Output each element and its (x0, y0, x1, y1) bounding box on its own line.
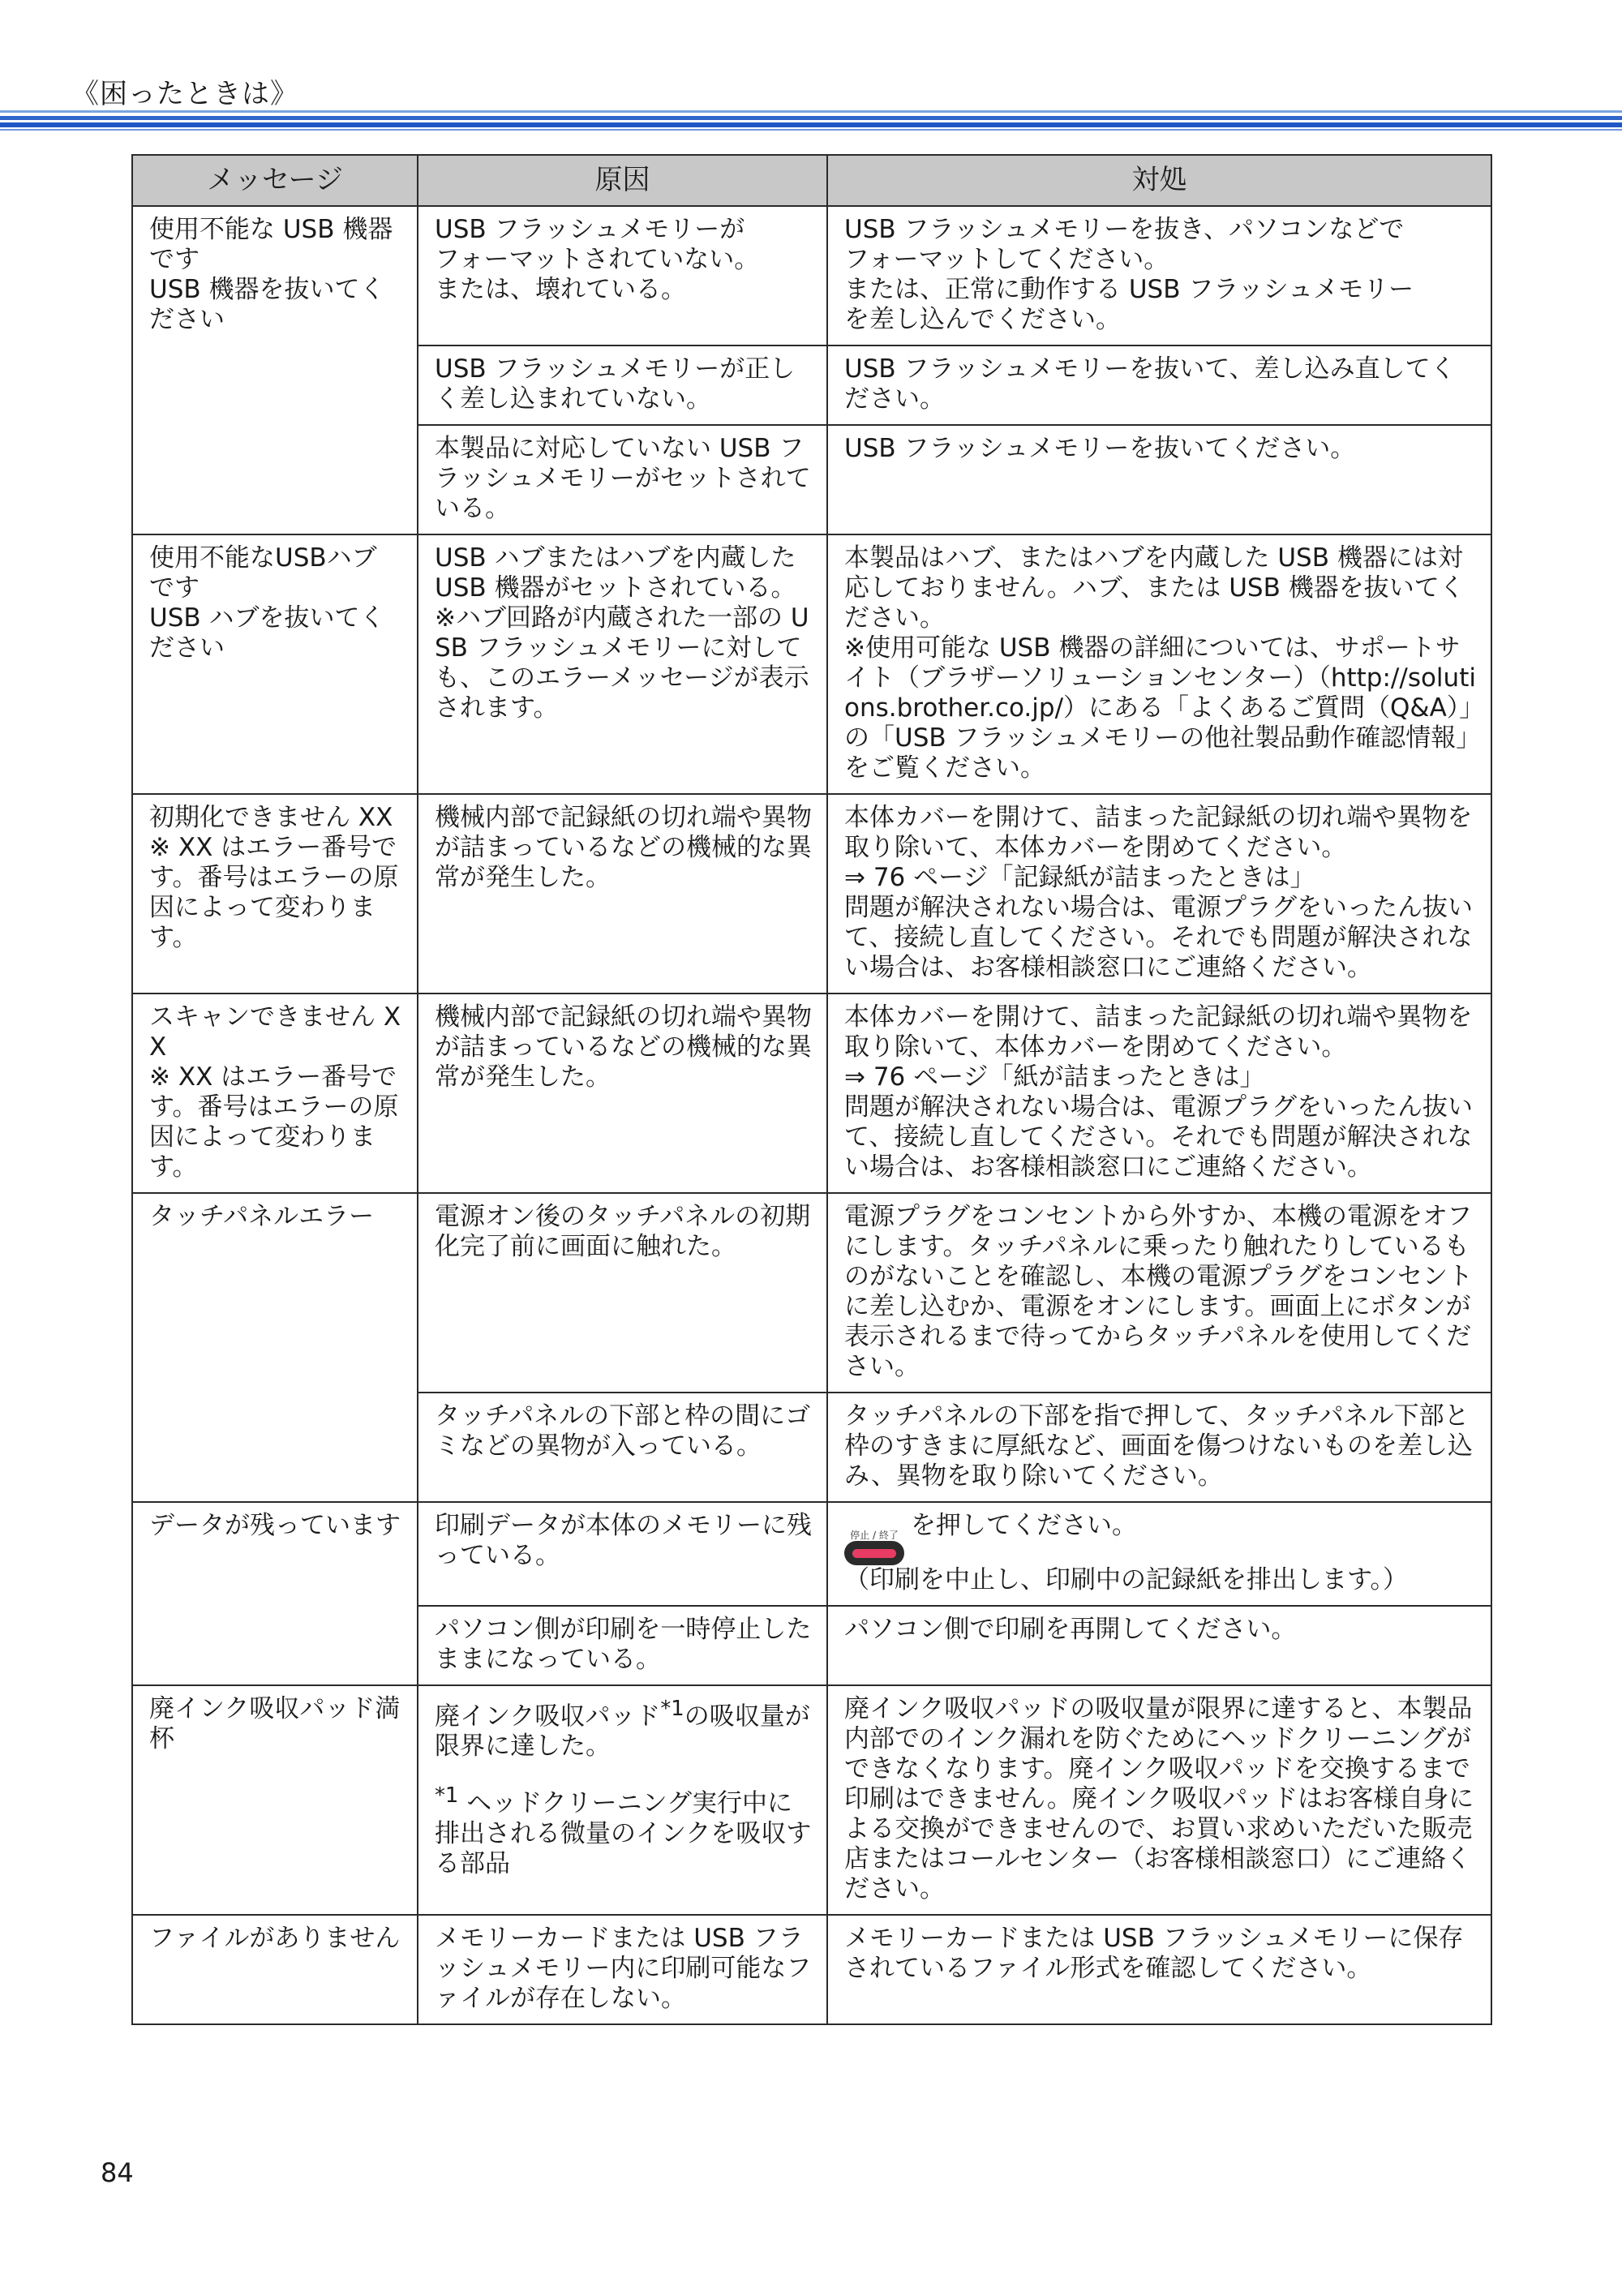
table-row (132, 206, 1491, 345)
stop-exit-key-label: 停止 / 終了 (850, 1530, 899, 1541)
solution-cell: 本製品はハブ、またはハブを内蔵した USB 機器には対応しておりません。ハブ、または USB 機器を抜いてください。 ※使用可能な USB 機器の詳細については、サポートサイト（ブラザーソリューションセンター）（http://solutions.brother.co.jp/）にある「よくあるご質問（Q&A）」の「USB フラッシュメモリーの他社製品動作確認情報」をご覧ください。 (827, 534, 1491, 794)
header-cause: 原因 (418, 155, 827, 206)
solution-cell: パソコン側で印刷を再開してください。 (827, 1606, 1491, 1685)
cause-cell: 機械内部で記録紙の切れ端や異物が詰まっているなどの機械的な異常が発生した。 (418, 994, 827, 1193)
page-number: 84 (101, 2157, 134, 2188)
message-cell: ファイルがありません (132, 1915, 418, 2024)
solution-text: を押してください。 (911, 1511, 1137, 1540)
error-message-table (131, 154, 1492, 2025)
cause-cell: 機械内部で記録紙の切れ端や異物が詰まっているなどの機械的な異常が発生した。 (418, 794, 827, 994)
table-row (132, 1502, 1491, 1606)
solution-cell: USB フラッシュメモリーを抜いてください。 (827, 425, 1491, 534)
solution-cell: 電源プラグをコンセントから外すか、本機の電源をオフにします。タッチパネルに乗ったり触れたりしているものがないことを確認し、本機の電源プラグをコンセントに差し込むか、電源をオンにします。画面上にボタンが表示されるまで待ってからタッチパネルを使用してください。 (827, 1193, 1491, 1393)
message-cell: タッチパネルエラー (132, 1193, 418, 1502)
header-rule-line (0, 129, 1622, 131)
header-rule-line (0, 122, 1622, 127)
cause-cell: USB フラッシュメモリーが正しく差し込まれていない。 (418, 345, 827, 425)
solution-cell: メモリーカードまたは USB フラッシュメモリーに保存されているファイル形式を確認してください。 (827, 1915, 1491, 2024)
solution-cell (827, 1502, 1491, 1606)
solution-cell: タッチパネルの下部を指で押して、タッチパネル下部と枠のすきまに厚紙など、画面を傷つけないものを差し込み、異物を取り除いてください。 (827, 1393, 1491, 1502)
message-cell: 使用不能な USB 機器です USB 機器を抜いてください (132, 206, 418, 534)
message-cell: スキャンできません XX ※ XX はエラー番号です。番号はエラーの原因によって変わります。 (132, 994, 418, 1193)
message-cell: 初期化できません XX ※ XX はエラー番号です。番号はエラーの原因によって変わります。 (132, 794, 418, 994)
cause-cell: USB フラッシュメモリーが フォーマットされていない。 または、壊れている。 (418, 206, 827, 345)
solution-cell: USB フラッシュメモリーを抜き、パソコンなどで フォーマットしてください。 または、正常に動作する USB フラッシュメモリー を差し込んでください。 (827, 206, 1491, 345)
header-message: メッセージ (132, 155, 418, 206)
cause-text-tail: の吸収量が限界に達した。 (435, 1702, 810, 1762)
header-rule-line (0, 110, 1622, 113)
table-row (132, 1193, 1491, 1393)
cause-cell: タッチパネルの下部と枠の間にゴミなどの異物が入っている。 (418, 1393, 827, 1502)
message-cell: データが残っています (132, 1502, 418, 1685)
section-title: 《困ったときは》 (71, 78, 298, 110)
cause-cell: USB ハブまたはハブを内蔵した USB 機器がセットされている。 ※ハブ回路が内蔵された一部の USB フラッシュメモリーに対しても、このエラーメッセージが表示されます。 (418, 534, 827, 794)
table-row (132, 534, 1491, 794)
table-row (132, 1685, 1491, 1915)
footnote-ref: *1 (660, 1697, 684, 1721)
stop-exit-key-icon (844, 1530, 904, 1565)
cause-cell: パソコン側が印刷を一時停止したままになっている。 (418, 1606, 827, 1685)
cause-text: 廃インク吸収パッド (435, 1702, 661, 1732)
table-row (132, 1915, 1491, 2024)
solution-note: （印刷を中止し、印刷中の記録紙を排出します。） (844, 1565, 1409, 1594)
header-rule-line (0, 116, 1622, 120)
solution-cell: 本体カバーを開けて、詰まった記録紙の切れ端や異物を取り除いて、本体カバーを閉めてください。 ⇒ 76 ページ「紙が詰まったときは」 問題が解決されない場合は、電源プラグをいったん抜いて、接続し直してください。それでも問題が解決されない場合は、お客様相談窓口にご連絡ください。 (827, 994, 1491, 1193)
cause-cell: 本製品に対応していない USB フラッシュメモリーがセットされている。 (418, 425, 827, 534)
footnote-mark: *1 (435, 1783, 459, 1809)
cause-cell: 印刷データが本体のメモリーに残っている。 (418, 1502, 827, 1606)
solution-cell: USB フラッシュメモリーを抜いて、差し込み直してください。 (827, 345, 1491, 425)
stop-key-button-graphic (844, 1541, 904, 1565)
solution-cell: 廃インク吸収パッドの吸収量が限界に達すると、本製品内部でのインク漏れを防ぐためにヘッドクリーニングができなくなります。廃インク吸収パッドを交換するまで印刷はできません。廃インク吸収パッドはお客様自身による交換ができませんので、お買い求めいただいた販売店またはコールセンター（お客様相談窓口）にご連絡ください。 (827, 1685, 1491, 1915)
message-cell: 使用不能なUSBハブです USB ハブを抜いてください (132, 534, 418, 794)
message-cell: 廃インク吸収パッド満杯 (132, 1685, 418, 1915)
cause-cell (418, 1685, 827, 1915)
footnote-text: ヘッドクリーニング実行中に排出される微量のインクを吸収する部品 (435, 1788, 812, 1878)
table-row (132, 994, 1491, 1193)
table-header-row (132, 155, 1491, 206)
header-solution: 対処 (827, 155, 1491, 206)
solution-cell: 本体カバーを開けて、詰まった記録紙の切れ端や異物を取り除いて、本体カバーを閉めてください。 ⇒ 76 ページ「記録紙が詰まったときは」 問題が解決されない場合は、電源プラグをいったん抜いて、接続し直してください。それでも問題が解決されない場合は、お客様相談窓口にご連絡ください。 (827, 794, 1491, 994)
cause-cell: メモリーカードまたは USB フラッシュメモリー内に印刷可能なファイルが存在しない。 (418, 1915, 827, 2024)
cause-cell: 電源オン後のタッチパネルの初期化完了前に画面に触れた。 (418, 1193, 827, 1393)
table-row (132, 794, 1491, 994)
